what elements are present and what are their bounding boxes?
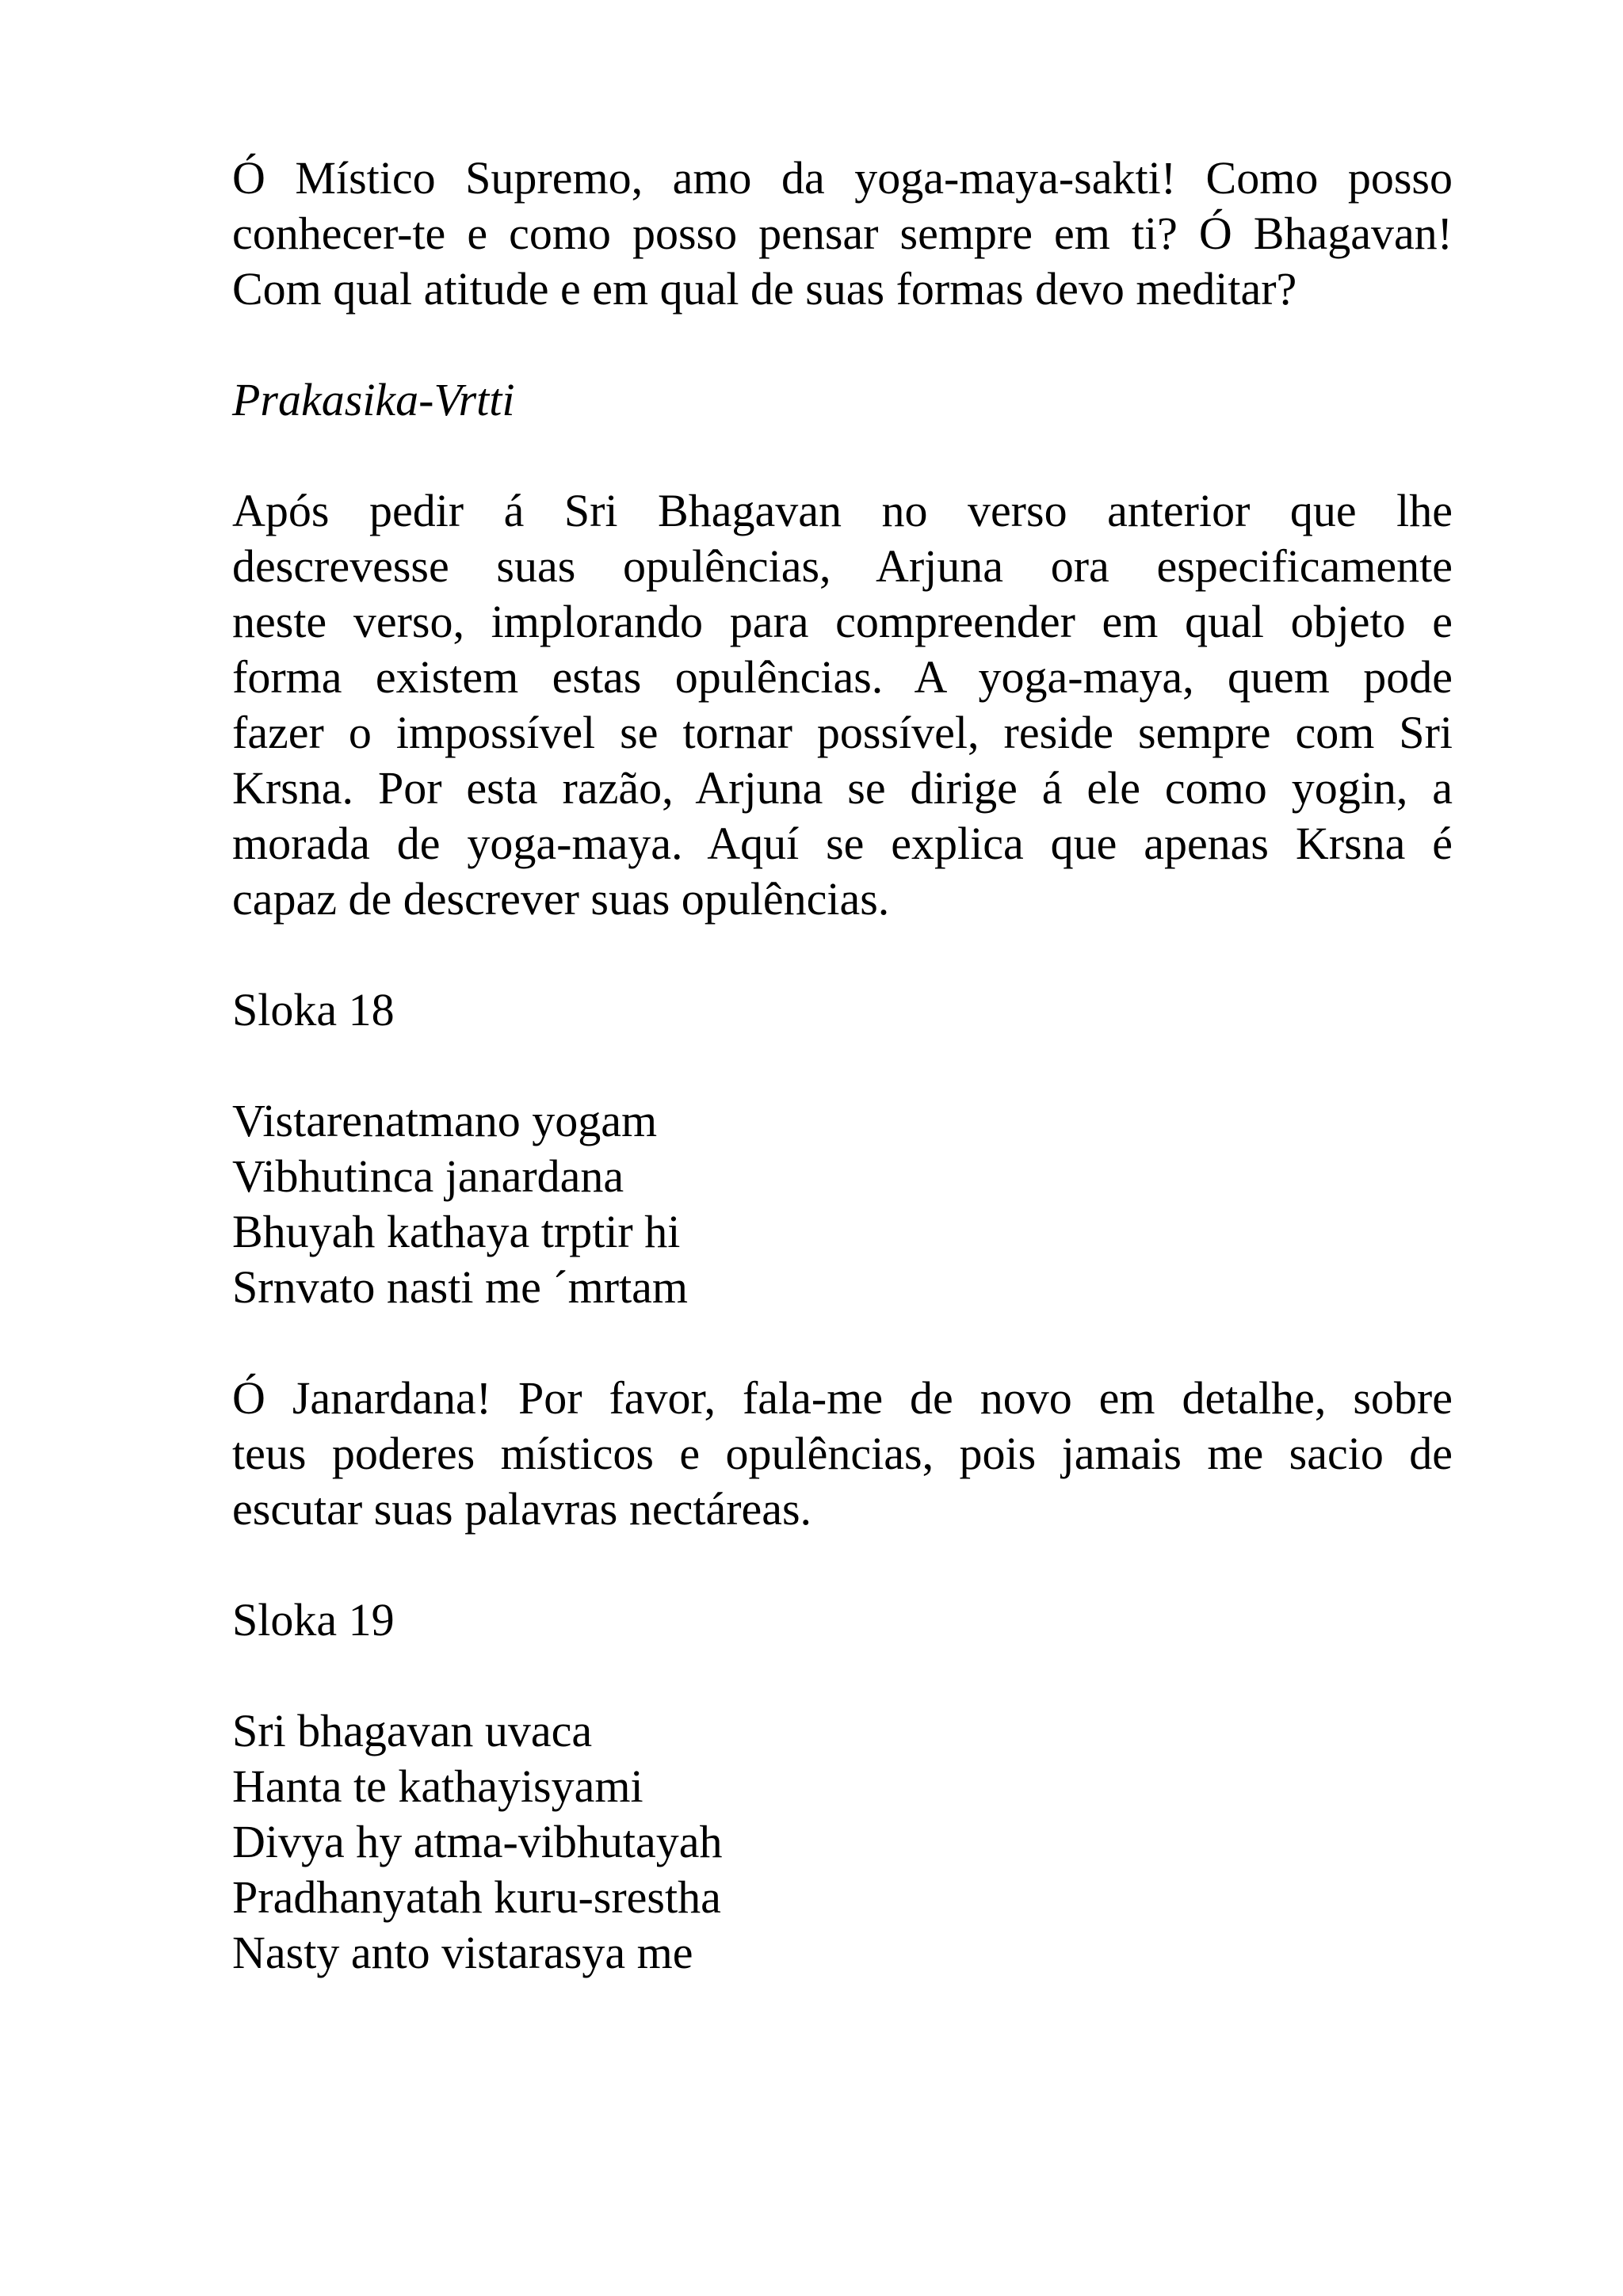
- text-line: capaz de descrever suas opulências.: [232, 873, 890, 925]
- text-line: conhecer-te e como posso pensar sempre em ti? Ó Bhagavan!: [232, 208, 1453, 259]
- verse-line: Bhuyah kathaya trptir hi: [232, 1206, 681, 1257]
- text-line: fazer o impossível se tornar possível, reside sempre com Sri: [232, 707, 1453, 758]
- text-line: escutar suas palavras nectáreas.: [232, 1483, 812, 1535]
- verse-line: Vibhutinca janardana: [232, 1150, 624, 1202]
- sloka-18-translation: [232, 1371, 1453, 1537]
- text-line: Krsna. Por esta razão, Arjuna se dirige á ele como yogin, a: [232, 762, 1453, 814]
- verse-line: Nasty anto vistarasya me: [232, 1927, 693, 1978]
- verse-line: Sri bhagavan uvaca: [232, 1705, 593, 1756]
- text-line: teus poderes místicos e opulências, pois jamais me sacio de: [232, 1428, 1453, 1479]
- verse-line: Vistarenatmano yogam: [232, 1095, 658, 1146]
- text-line: Com qual atitude e em qual de suas formas devo meditar?: [232, 263, 1297, 315]
- verse-line: Hanta te kathayisyami: [232, 1760, 643, 1812]
- sloka-18-heading: Sloka 18: [232, 984, 395, 1035]
- translation-paragraph-17: [232, 151, 1453, 317]
- text-line: neste verso, implorando para compreender em qual objeto e: [232, 596, 1453, 647]
- verse-line: Pradhanyatah kuru-srestha: [232, 1871, 721, 1923]
- text-line: forma existem estas opulências. A yoga-maya, quem pode: [232, 651, 1453, 703]
- page-content: [232, 151, 1453, 2036]
- text-line: Ó Místico Supremo, amo da yoga-maya-sakti! Como posso: [232, 152, 1453, 204]
- text-line: Após pedir á Sri Bhagavan no verso anterior que lhe: [232, 485, 1453, 536]
- sloka-19-heading: Sloka 19: [232, 1594, 395, 1646]
- commentary-heading: Prakasika-Vrtti: [232, 374, 515, 425]
- verse-line: Srnvato nasti me ´mrtam: [232, 1261, 689, 1313]
- sloka-18-verse: [232, 1093, 1453, 1315]
- text-line: Ó Janardana! Por favor, fala-me de novo em detalhe, sobre: [232, 1372, 1453, 1424]
- verse-line: Divya hy atma-vibhutayah: [232, 1816, 723, 1867]
- commentary-paragraph: [232, 483, 1453, 927]
- text-line: morada de yoga-maya. Aquí se explica que apenas Krsna é: [232, 818, 1453, 869]
- sloka-19-verse: [232, 1703, 1453, 1981]
- text-line: descrevesse suas opulências, Arjuna ora especificamente: [232, 540, 1453, 592]
